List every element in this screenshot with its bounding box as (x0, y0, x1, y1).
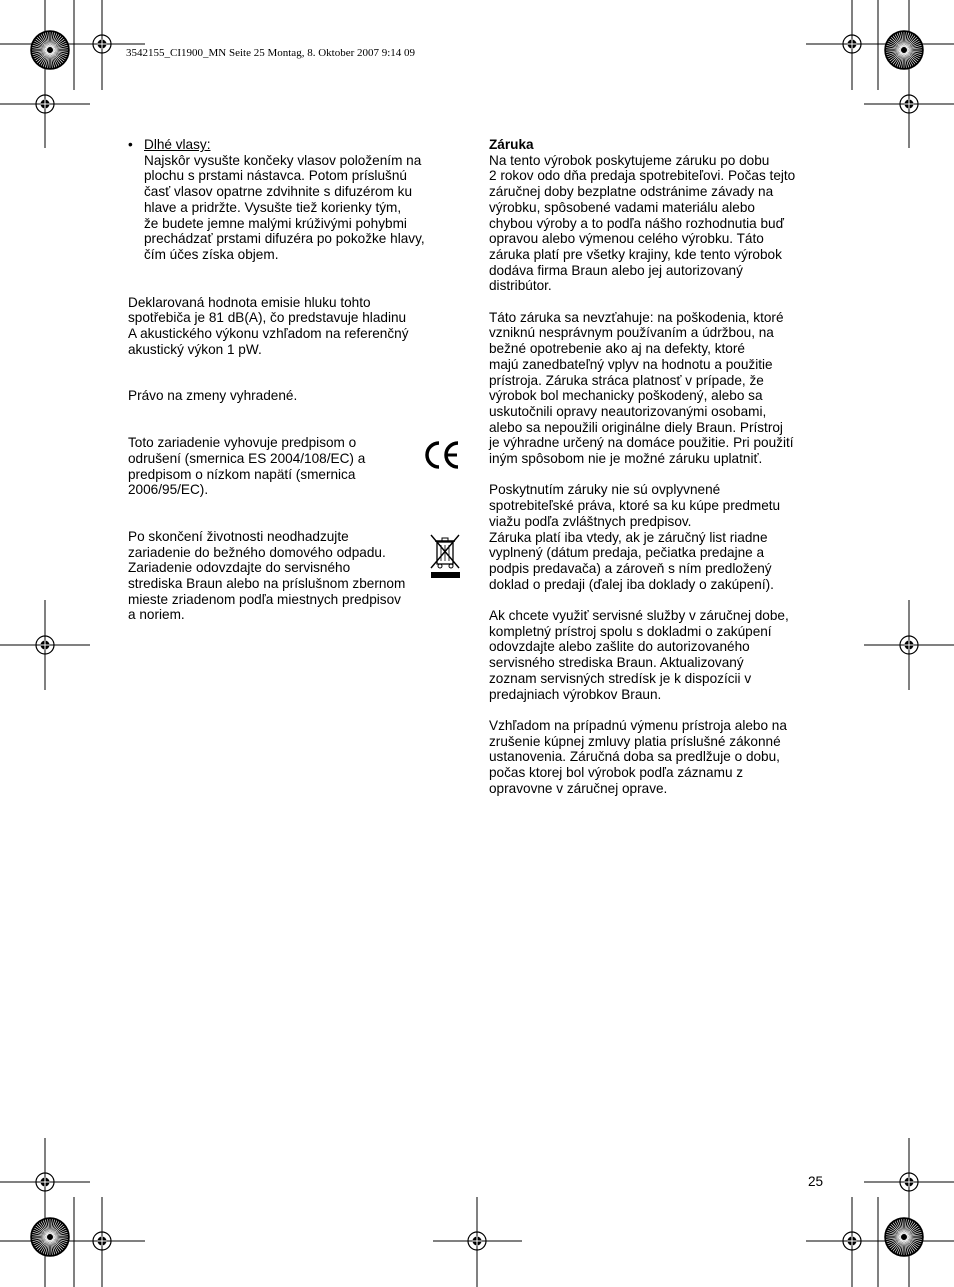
noise-paragraph: Deklarovaná hodnota emisie hluku tohto spotřebiča je 81 dB(A), čo predstavuje hladinu A akustického výkonu vzhľadom na referenčný akustický výkon 1 pW. (128, 294, 409, 357)
registration-mark-icon (31, 1168, 59, 1196)
warranty-paragraph-1: Na tento výrobok poskytujeme záruku po dobu 2 rokov odo dňa predaja spotrebiteľovi. Počas tejto záručnej doby bezplatne odstránime závady na výrobku, spôsobené vadami materiálu alebo chybou výroby a to podľa nášho rozhodnutia buď opravou alebo výmenou celého výrobku. Táto záruka platí pre všetky krajiny, kde tento výrobok dodáva firma Braun alebo jej autorizovaný distribútor. (489, 152, 796, 294)
registration-mark-icon (895, 90, 923, 118)
warranty-paragraph-5: Vzhľadom na prípadnú výmenu prístroja alebo na zrušenie kúpnej zmluvy platia príslušné zákonné ustanovenia. Záručná doba sa predlžuje o dobu, počas ktorej bol výrobok podľa záznamu z opravovne v záručnej oprave. (489, 717, 787, 796)
print-slug: 3542155_CI1900_MN Seite 25 Montag, 8. Oktober 2007 9:14 09 (126, 47, 416, 59)
registration-mark-icon (838, 1227, 866, 1255)
registration-mark-icon (895, 1168, 923, 1196)
disposal-paragraph: Po skončení životnosti neodhadzujte zariadenie do bežného domového odpadu. Zariadenie odovzdajte do servisného strediska Braun alebo na príslušnom zbernom mieste zriadenom podľa miestnych predpisov a noriem. (128, 528, 406, 623)
registration-mark-icon (31, 631, 59, 659)
registration-mark-icon (31, 90, 59, 118)
registration-mark-icon (895, 631, 923, 659)
warranty-heading: Záruka (489, 137, 534, 152)
bullet-marker: • (128, 137, 133, 152)
starburst-mark-icon (885, 31, 923, 69)
starburst-mark-icon (31, 31, 69, 69)
page-number: 25 (808, 1174, 824, 1189)
bullet-text: Najskôr vysušte končeky vlasov položením na plochu s prstami nástavca. Potom príslušnú časť vlasov opatrne zdvihnite s difuzérom ku hlave a pridržte. Vysušte tiež korienky tým, že budete jemne malými krúživými pohybmi prechádzať prstami difuzéra po pokožke hlavy, čím účes získa objem. (144, 152, 425, 262)
bullet-title: Dlhé vlasy: (144, 137, 211, 152)
registration-mark-icon (463, 1227, 491, 1255)
ce-paragraph: Toto zariadenie vyhovuje predpisom o odrušení (smernica ES 2004/108/EC) a predpisom o nízkom napätí (smernica 2006/95/EC). (128, 435, 366, 498)
warranty-paragraph-4: Ak chcete využiť servisné služby v záručnej dobe, kompletný prístroj spolu s dokladmi o zakúpení odovzdajte alebo zašlite do autorizovaného servisného strediska Braun. Aktualizovaný zoznam servisných stredísk je k dispozícii v predajniach výrobkov Braun. (489, 608, 789, 702)
starburst-mark-icon (31, 1218, 69, 1256)
registration-mark-icon (838, 30, 866, 58)
warranty-paragraph-3: Poskytnutím záruky nie sú ovplyvnené spotrebiteľské práva, ktoré sa ku kúpe predmetu viažu podľa zvláštnych predpisov. Záruka platí iba vtedy, ak je záručný list riadne vyplnený (dátum predaja, pečiatka predajne a podpis predavača) a zároveň s ním predložený doklad o predaji (ďalej iba doklady o zakúpení). (489, 482, 781, 592)
starburst-mark-icon (885, 1218, 923, 1256)
registration-mark-icon (88, 30, 116, 58)
warranty-paragraph-2: Táto záruka sa nevzťahuje: na poškodenia, ktoré vzniknú nesprávnym používaním a údržbou, na bežné opotrebenie ako aj na defekty, ktoré majú zanedbateľný vplyv na hodnotu a použitie prístroja. Záruka stráca platnosť v prípade, že výrobok bol mechanicky poškodený, alebo sa uskutočnili opravy neautorizovanými osobami, alebo sa nepoužili originálne diely Braun. Prístroj je výhradne určený na domáce použitie. Pri použití iným spôsobom nie je možné záruku uplatniť. (489, 309, 794, 467)
registration-mark-icon (88, 1227, 116, 1255)
rights-paragraph: Právo na zmeny vyhradené. (128, 388, 298, 404)
